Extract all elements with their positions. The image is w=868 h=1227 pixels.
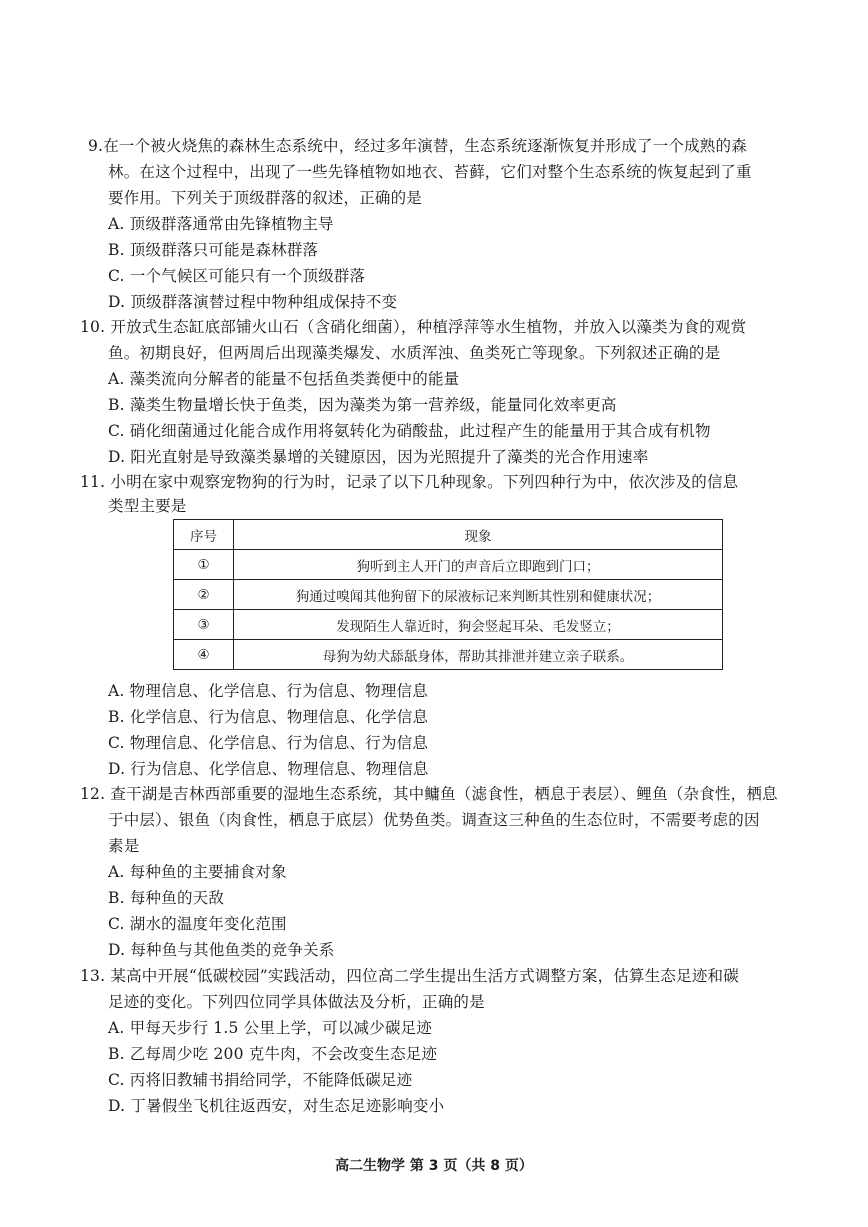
q10-option-b: B. 藻类生物量增长快于鱼类，因为藻类为第一营养级，能量同化效率更高 xyxy=(108,396,617,414)
table-row xyxy=(174,580,723,610)
q9-option-d: D. 顶级群落演替过程中物种组成保持不变 xyxy=(108,293,398,311)
q11-option-a: A. 物理信息、化学信息、行为信息、物理信息 xyxy=(108,682,428,700)
table-row xyxy=(174,610,723,640)
q9-stem-line-2: 林。在这个过程中，出现了一些先锋植物如地衣、苔藓，它们对整个生态系统的恢复起到了重 xyxy=(108,163,752,181)
q9-stem-line-1: 9.在一个被火烧焦的森林生态系统中，经过多年演替，生态系统逐渐恢复并形成了一个成熟的森 xyxy=(88,137,747,155)
row-number: ① xyxy=(174,550,234,580)
table-row xyxy=(174,640,723,670)
q10-option-c: C. 硝化细菌通过化能合成作用将氨转化为硝酸盐，此过程产生的能量用于其合成有机物 xyxy=(108,422,711,440)
table-header-number: 序号 xyxy=(174,520,234,550)
q12-stem-line-3: 素是 xyxy=(108,837,140,855)
q11-option-d: D. 行为信息、化学信息、物理信息、物理信息 xyxy=(108,760,429,778)
q13-option-d: D. 丁暑假坐飞机往返西安，对生态足迹影响变小 xyxy=(108,1097,445,1115)
q12-option-d: D. 每种鱼与其他鱼类的竞争关系 xyxy=(108,941,335,959)
q11-stem-line-2: 类型主要是 xyxy=(108,497,187,515)
q9-option-c: C. 一个气候区可能只有一个顶级群落 xyxy=(108,267,366,285)
q12-option-a: A. 每种鱼的主要捕食对象 xyxy=(108,863,287,881)
q12-option-c: C. 湖水的温度年变化范围 xyxy=(108,915,287,933)
q13-stem-line-1: 13. 某高中开展“低碳校园”实践活动，四位高二学生提出生活方式调整方案，估算生态足迹和碳 xyxy=(80,967,739,985)
page-footer: 高二生物学 第 3 页（共 8 页） xyxy=(335,1158,533,1174)
q12-option-b: B. 每种鱼的天敌 xyxy=(108,889,225,907)
q11-stem-line-1: 11. 小明在家中观察宠物狗的行为时，记录了以下几种现象。下列四种行为中，依次涉及的信息 xyxy=(80,473,739,491)
row-number: ④ xyxy=(174,640,234,670)
table-header-phenomenon: 现象 xyxy=(234,520,723,550)
q12-stem-line-1: 12. 查干湖是吉林西部重要的湿地生态系统，其中鳙鱼（滤食性，栖息于表层）、鲤鱼（杂食性，栖息 xyxy=(80,785,778,803)
q12-stem-line-2: 于中层）、银鱼（肉食性，栖息于底层）优势鱼类。调查这三种鱼的生态位时，不需要考虑的因 xyxy=(108,811,760,829)
row-phenomenon: 狗听到主人开门的声音后立即跑到门口； xyxy=(234,550,723,580)
q10-option-a: A. 藻类流向分解者的能量不包括鱼类粪便中的能量 xyxy=(108,370,460,388)
q13-stem-line-2: 足迹的变化。下列四位同学具体做法及分析，正确的是 xyxy=(108,993,485,1011)
row-phenomenon: 狗通过嗅闻其他狗留下的尿液标记来判断其性别和健康状况； xyxy=(234,580,723,610)
q13-option-c: C. 丙将旧教辅书捐给同学，不能降低碳足迹 xyxy=(108,1071,413,1089)
q10-stem-line-1: 10. 开放式生态缸底部铺火山石（含硝化细菌），种植浮萍等水生植物，并放入以藻类为食的观赏 xyxy=(80,318,747,336)
row-number: ② xyxy=(174,580,234,610)
behavior-info-table xyxy=(173,519,723,670)
row-phenomenon: 母狗为幼犬舔舐身体，帮助其排泄并建立亲子联系。 xyxy=(234,640,723,670)
q13-option-a: A. 甲每天步行 1.5 公里上学，可以减少碳足迹 xyxy=(108,1019,433,1037)
q9-stem-line-3: 要作用。下列关于顶级群落的叙述，正确的是 xyxy=(108,189,423,207)
q10-stem-line-2: 鱼。初期良好，但两周后出现藻类爆发、水质浑浊、鱼类死亡等现象。下列叙述正确的是 xyxy=(108,344,721,362)
q11-option-c: C. 物理信息、化学信息、行为信息、行为信息 xyxy=(108,734,429,752)
q11-option-b: B. 化学信息、行为信息、物理信息、化学信息 xyxy=(108,708,429,726)
row-number: ③ xyxy=(174,610,234,640)
q9-option-b: B. 顶级群落只可能是森林群落 xyxy=(108,241,319,259)
table-row xyxy=(174,550,723,580)
q13-option-b: B. 乙每周少吃 200 克牛肉，不会改变生态足迹 xyxy=(108,1045,438,1063)
q9-option-a: A. 顶级群落通常由先锋植物主导 xyxy=(108,215,334,233)
row-phenomenon: 发现陌生人靠近时，狗会竖起耳朵、毛发竖立； xyxy=(234,610,723,640)
q10-option-d: D. 阳光直射是导致藻类暴增的关键原因，因为光照提升了藻类的光合作用速率 xyxy=(108,448,649,466)
table-header-row xyxy=(174,520,723,550)
